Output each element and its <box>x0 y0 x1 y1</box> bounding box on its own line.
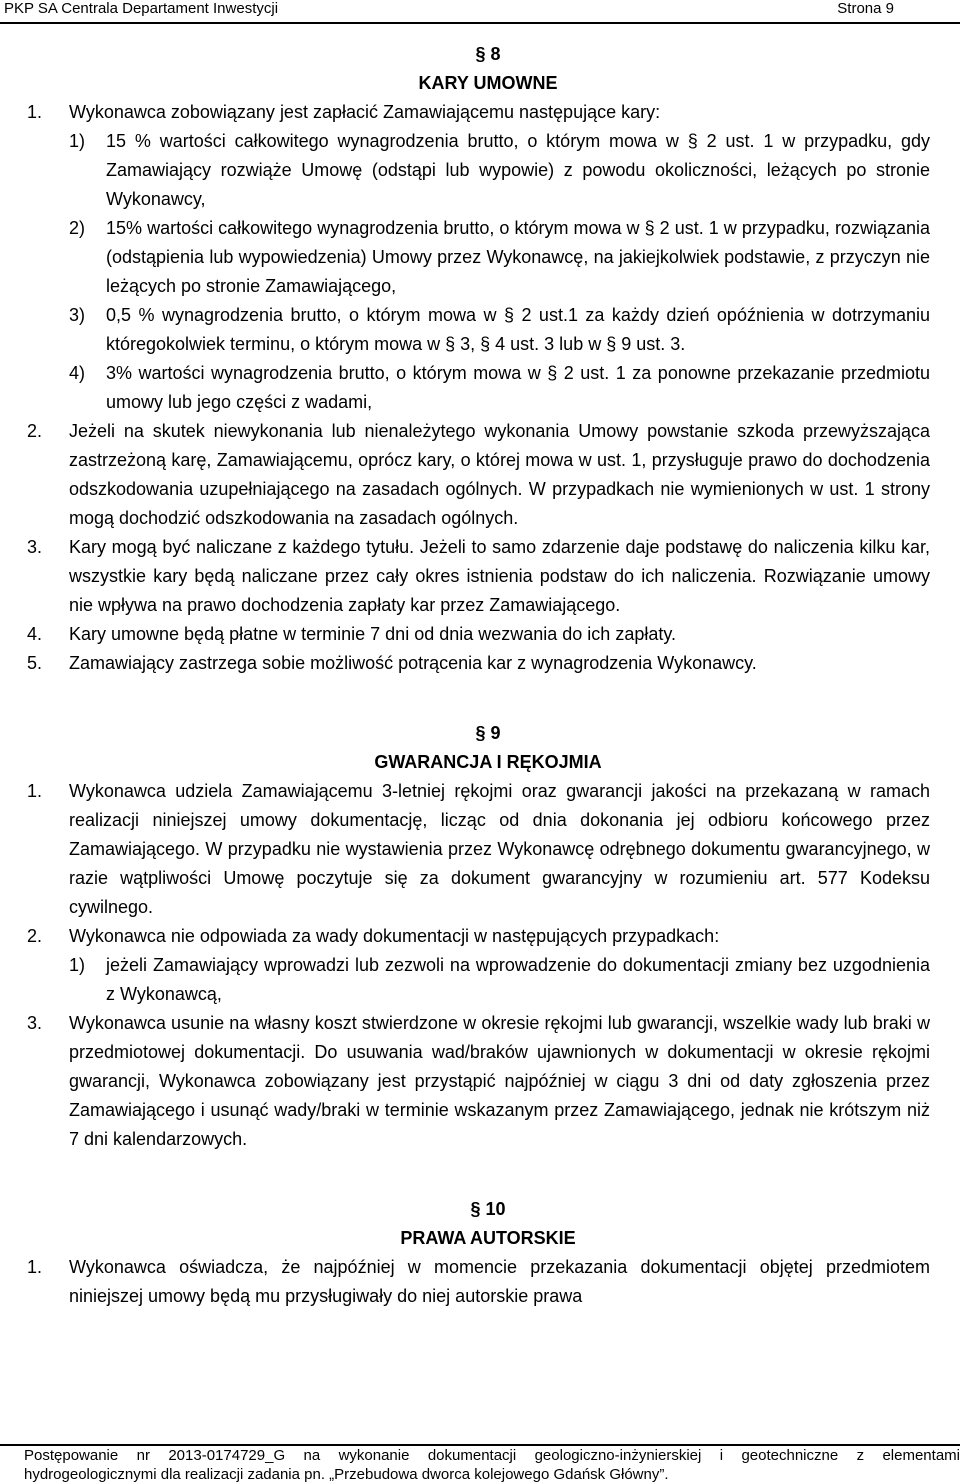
list-item <box>27 620 930 649</box>
sub-item-text: 15 % wartości całkowitego wynagrodzenia brutto, o którym mowa w § 2 ust. 1 w przypadku, gdy Zamawiający rozwiąże Umowę (odstąpi lub wypowie) z powodu okoliczności, leżących po stronie Wykonawcy, <box>106 131 930 209</box>
sub-item-number: 4) <box>69 363 86 383</box>
sub-item-text: 15% wartości całkowitego wynagrodzenia brutto, o którym mowa w § 2 ust. 1 w przypadku, rozwiązania (odstąpienia lub wypowiedzenia) Umowy przez Wykonawcę, na jakiejkolwiek podstawie, z przyczyn nie leżących po stronie Zamawiającego, <box>106 218 930 296</box>
sub-item-number: 2) <box>69 218 86 238</box>
item-text: Kary umowne będą płatne w terminie 7 dni od dnia wezwania do ich zapłaty. <box>69 624 677 644</box>
sub-item <box>27 359 930 417</box>
page-header <box>0 0 960 24</box>
item-number: 3. <box>27 1013 43 1033</box>
header-organization: PKP SA Centrala Departament Inwestycji <box>4 0 279 17</box>
section <box>27 40 930 678</box>
list-item <box>27 922 930 951</box>
list-item <box>27 417 930 533</box>
sub-item <box>27 214 930 301</box>
item-number: 1. <box>27 1257 43 1277</box>
item-text: Kary mogą być naliczane z każdego tytułu. Jeżeli to samo zdarzenie daje podstawę do naliczenia kilku kar, wszystkie kary będą naliczane przez cały okres istnienia podstaw do ich naliczenia. Rozwiązanie umowy nie wpływa na prawo dochodzenia zapłaty kar przez Zamawiającego. <box>69 537 930 615</box>
item-number: 4. <box>27 624 43 644</box>
list-item <box>27 1009 930 1154</box>
item-text: Wykonawca nie odpowiada za wady dokumentacji w następujących przypadkach: <box>69 926 720 946</box>
sub-item-text: jeżeli Zamawiający wprowadzi lub zezwoli na wprowadzenie do dokumentacji zmiany bez uzgodnienia z Wykonawcą, <box>106 955 930 1004</box>
sub-item-number: 3) <box>69 305 86 325</box>
item-text: Wykonawca usunie na własny koszt stwierdzone w okresie rękojmi lub gwarancji, wszelkie wady lub braki w przedmiotowej dokumentacji. Do usuwania wad/braków ujawnionych w dokumentacji w okresie rękojmi gwarancji, Wykonawca zobowiązany jest przystąpić najpóźniej w ciągu 3 dni od daty zgłoszenia przez Zamawiającego i usunąć wady/braki w terminie wskazanym przez Zamawiającego, jednak nie krótszym niż 7 dni kalendarzowych. <box>69 1013 930 1149</box>
sub-item-text: 3% wartości wynagrodzenia brutto, o którym mowa w § 2 ust. 1 za ponowne przekazanie przedmiotu umowy lub jego części z wadami, <box>106 363 930 412</box>
item-number: 5. <box>27 653 43 673</box>
sub-item <box>27 951 930 1009</box>
item-number: 2. <box>27 926 43 946</box>
section-number: § 8 <box>475 44 501 64</box>
sub-item-number: 1) <box>69 131 86 151</box>
item-number: 1. <box>27 102 43 122</box>
item-text: Jeżeli na skutek niewykonania lub nienależytego wykonania Umowy powstanie szkoda przewyższająca zastrzeżoną karę, Zamawiającemu, oprócz kary, o której mowa w ust. 1, przysługuje prawo do dochodzenia odszkodowania uzupełniającego na zasadach ogólnych. W przypadkach nie wymienionych w ust. 1 strony mogą dochodzić odszkodowania na zasadach ogólnych. <box>69 421 930 528</box>
page-footer <box>0 1444 960 1484</box>
sub-item-number: 1) <box>69 955 86 975</box>
section <box>27 719 930 1154</box>
footer-line: hydrogeologicznymi dla realizacji zadania pn. „Przebudowa dworca kolejowego Gdańsk Główny”. <box>24 1466 669 1483</box>
item-text: Zamawiający zastrzega sobie możliwość potrącenia kar z wynagrodzenia Wykonawcy. <box>69 653 757 673</box>
item-number: 3. <box>27 537 43 557</box>
sub-item <box>27 127 930 214</box>
section <box>27 1195 930 1311</box>
section-number: § 9 <box>475 723 501 743</box>
item-text: Wykonawca oświadcza, że najpóźniej w momencie przekazania dokumentacji objętej przedmiotem niniejszej umowy będą mu przysługiwały do niej autorskie prawa <box>69 1257 930 1306</box>
list-item <box>27 1253 930 1311</box>
document-body <box>27 40 930 1311</box>
section-number: § 10 <box>470 1199 506 1219</box>
header-page-number: Strona 9 <box>837 0 894 17</box>
section-title: GWARANCJA I RĘKOJMIA <box>374 752 602 772</box>
sub-item-text: 0,5 % wynagrodzenia brutto, o którym mowa w § 2 ust.1 za każdy dzień opóźnienia w dotrzymaniu któregokolwiek terminu, o którym mowa w § 3, § 4 ust. 3 lub w § 9 ust. 3. <box>106 305 930 354</box>
item-number: 1. <box>27 781 43 801</box>
list-item <box>27 649 930 678</box>
sub-item <box>27 301 930 359</box>
item-number: 2. <box>27 421 43 441</box>
item-text: Wykonawca udziela Zamawiającemu 3-letniej rękojmi oraz gwarancji jakości na przekazaną w ramach realizacji niniejszej umowy dokumentację, licząc od dnia dokonania jej odbioru końcowego przez Zamawiającego. W przypadku nie wystawienia przez Wykonawcę odrębnego dokumentu gwarancyjnego, w razie wątpliwości Umowę poczytuje się za dokument gwarancyjny w rozumieniu art. 577 Kodeksu cywilnego. <box>69 781 930 917</box>
list-item <box>27 777 930 922</box>
section-title: PRAWA AUTORSKIE <box>400 1228 576 1248</box>
list-item <box>27 98 930 127</box>
footer-line: Postępowanie nr 2013-0174729_G na wykonanie dokumentacji geologiczno-inżynierskiej i geotechniczne z elementami <box>24 1447 960 1464</box>
section-title: KARY UMOWNE <box>418 73 558 93</box>
list-item <box>27 533 930 620</box>
item-text: Wykonawca zobowiązany jest zapłacić Zamawiającemu następujące kary: <box>69 102 661 122</box>
